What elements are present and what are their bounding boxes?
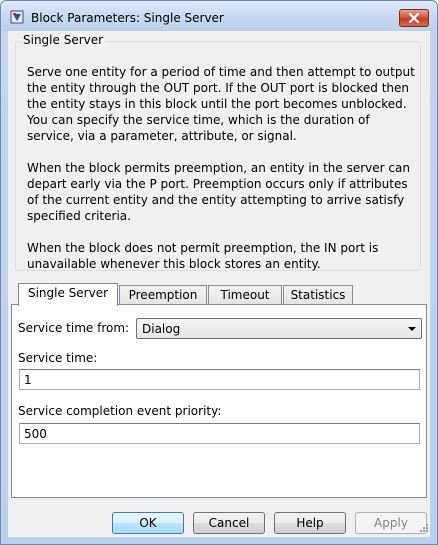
description-paragraph: When the block does not permit preemption, the IN port is unavailable whenever this block stores an entity.: [27, 241, 379, 271]
priority-input[interactable]: 500: [19, 423, 420, 444]
description-paragraph: Serve one entity for a period of time and then attempt to output the entity through the OUT port. If the OUT port is blocked then the entity stays in this block until the port becomes unblocked. You can specify the service time, which is the duration of service, via a parameter, attribute, or signal.: [27, 65, 415, 143]
service-time-from-label: Service time from:: [18, 321, 130, 335]
resize-grip-icon[interactable]: [418, 521, 428, 535]
dropdown-selected-value: Dialog: [142, 322, 181, 336]
close-icon: [408, 13, 420, 23]
dialog-body: [8, 31, 430, 537]
simulink-block-icon: [10, 10, 24, 24]
ok-button[interactable]: OK: [112, 512, 184, 534]
service-time-input[interactable]: 1: [19, 369, 420, 390]
chevron-down-icon: [408, 327, 416, 331]
description-paragraph: When the block permits preemption, an entity in the server can depart early via the P port. Preemption occurs only if attributes of the current entity and the entity attempting to arrive satisfy specified criteria.: [27, 161, 410, 223]
description-group: [15, 33, 421, 271]
tab-statistics[interactable]: Statistics: [283, 285, 353, 305]
help-button[interactable]: Help: [274, 512, 346, 534]
priority-label: Service completion event priority:: [18, 404, 222, 418]
service-time-label: Service time:: [18, 351, 98, 365]
tab-panel-single-server: [11, 304, 427, 498]
block-description: [27, 64, 419, 288]
apply-button[interactable]: Apply: [355, 512, 427, 534]
window-title: Block Parameters: Single Server: [31, 11, 224, 25]
tab-single-server[interactable]: Single Server: [18, 283, 118, 306]
close-button[interactable]: [399, 9, 429, 27]
tab-preemption[interactable]: Preemption: [119, 285, 207, 305]
group-title: Single Server: [23, 33, 104, 47]
cancel-button[interactable]: Cancel: [193, 512, 265, 534]
service-time-from-dropdown[interactable]: [136, 318, 422, 339]
tab-timeout[interactable]: Timeout: [208, 285, 282, 305]
title-bar[interactable]: [1, 1, 437, 31]
